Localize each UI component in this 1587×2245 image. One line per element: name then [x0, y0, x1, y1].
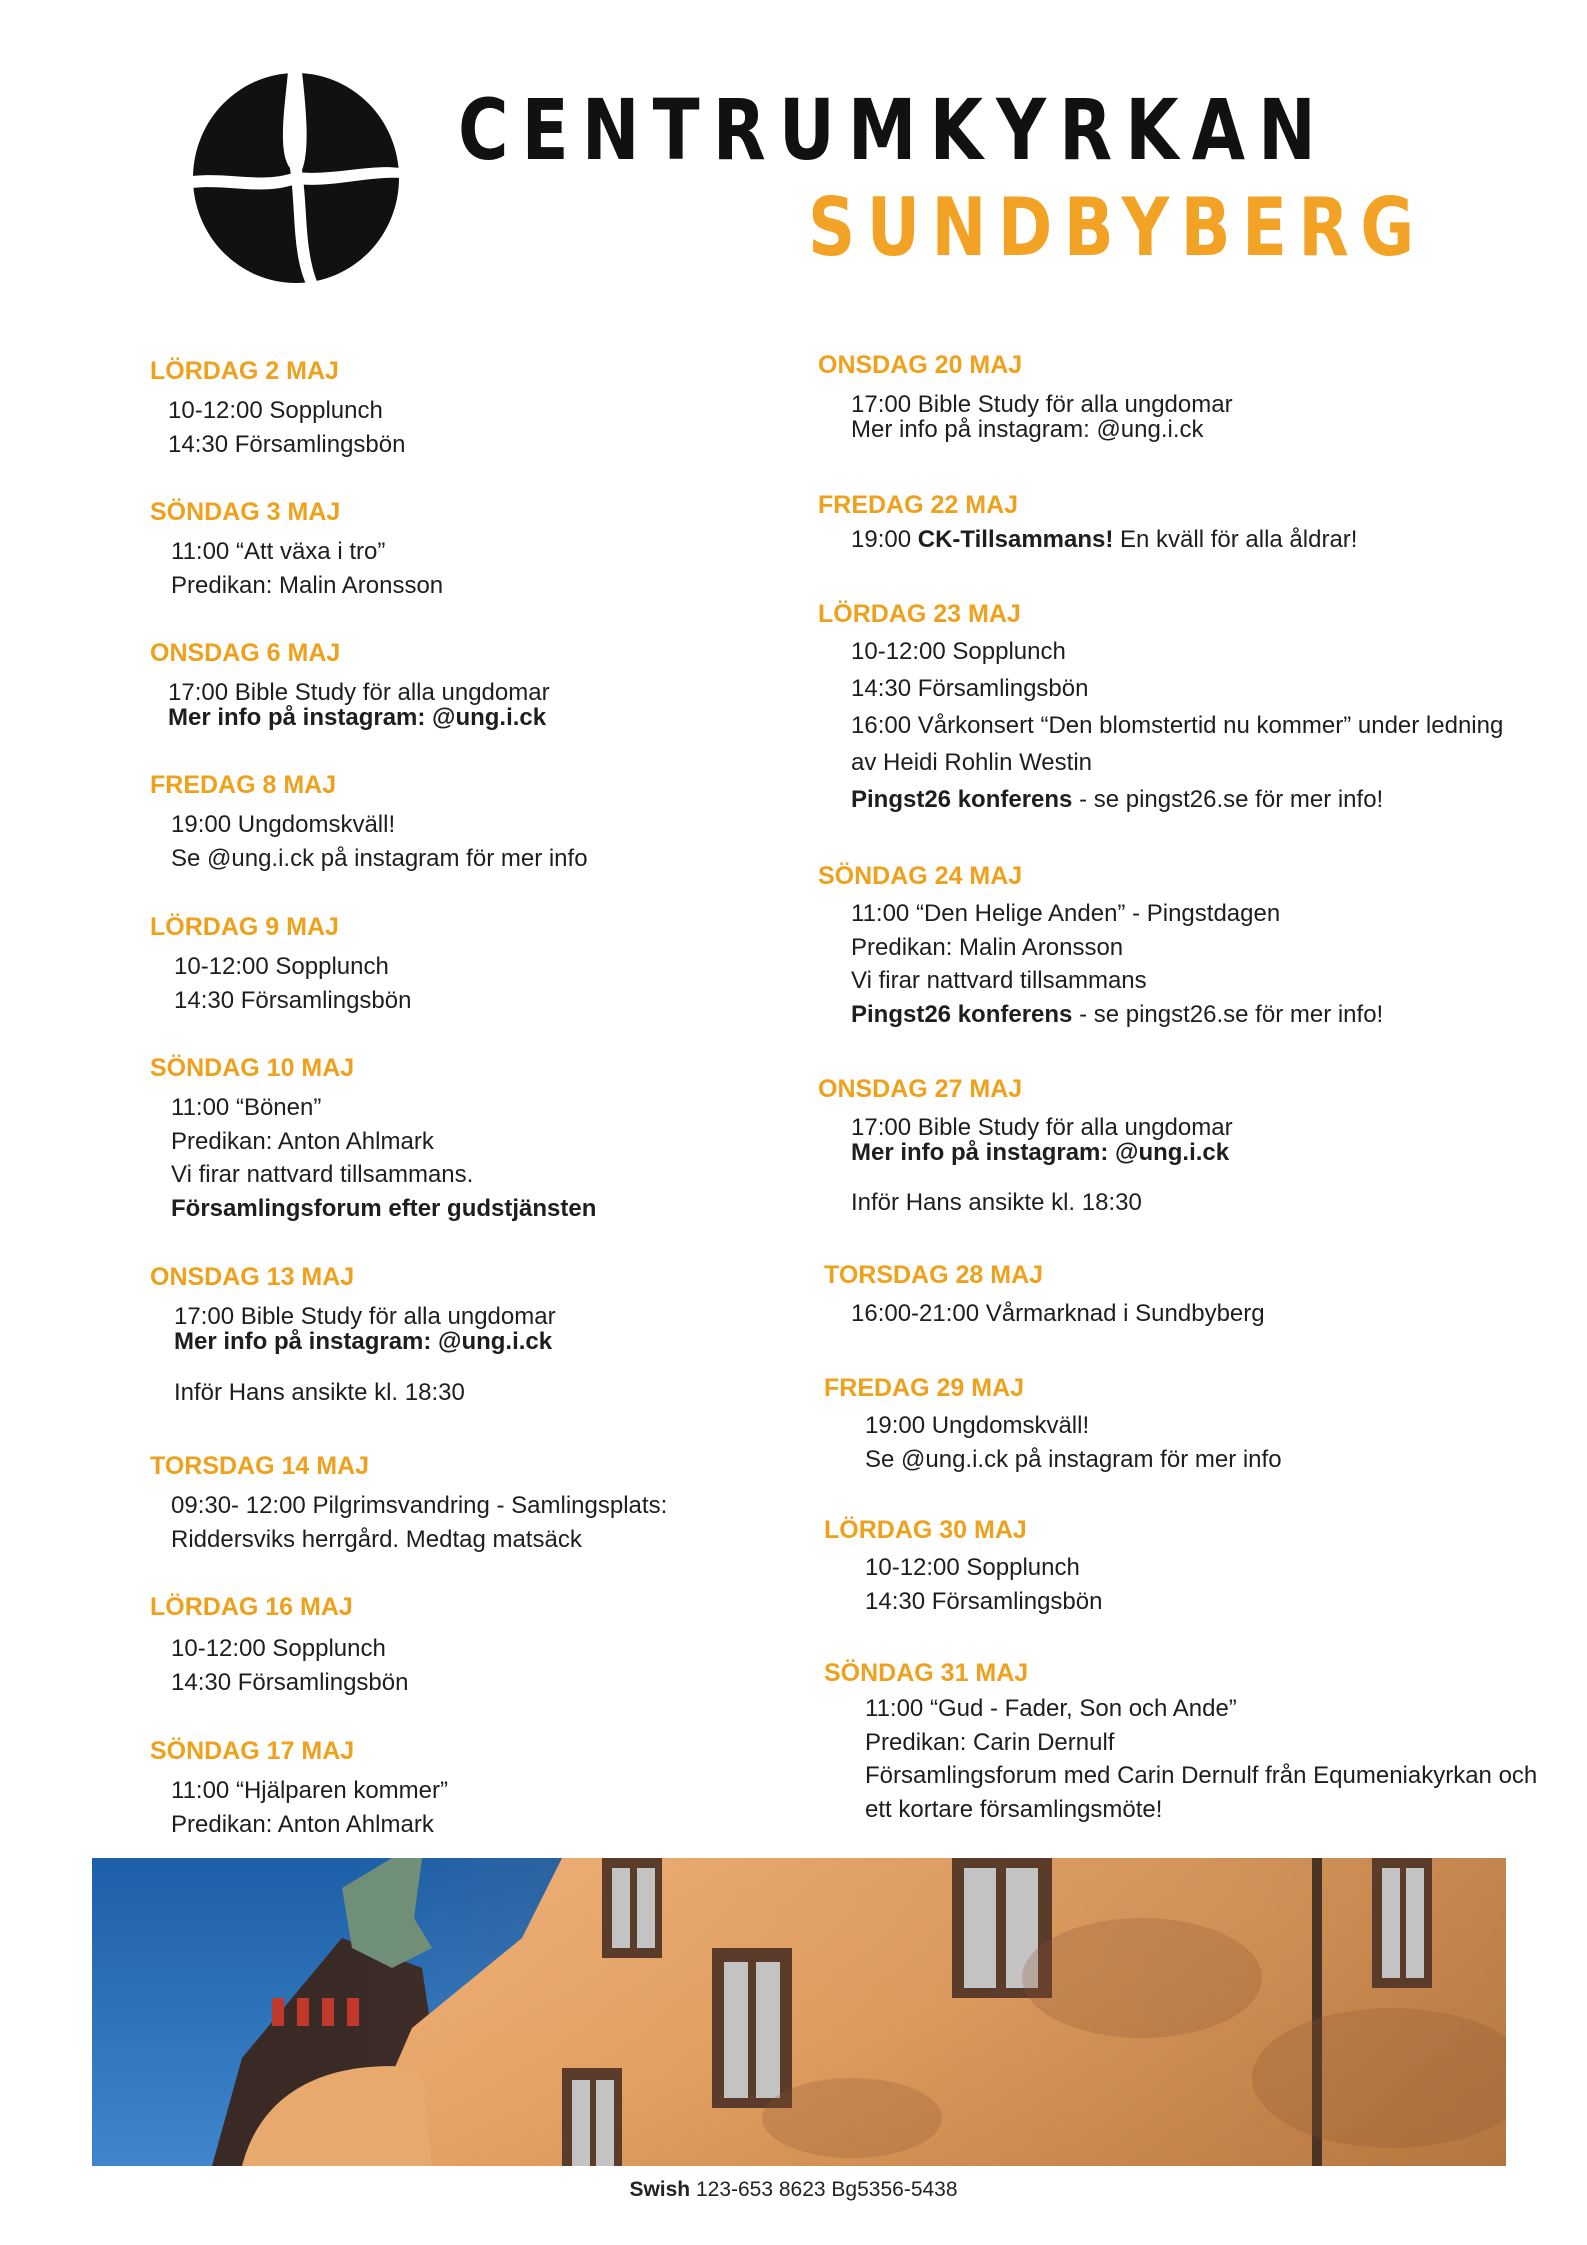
brand-subtitle: SUNDBYBERG [808, 181, 1426, 274]
event-line: Inför Hans ansikte kl. 18:30 [851, 1189, 1142, 1216]
event-line: Riddersviks herrgård. Medtag matsäck [171, 1526, 582, 1553]
day-heading: LÖRDAG 9 MAJ [150, 913, 339, 941]
day-heading: SÖNDAG 24 MAJ [818, 862, 1023, 890]
event-line: 10-12:00 Sopplunch [851, 638, 1066, 665]
event-line: 11:00 “Den Helige Anden” - Pingstdagen [851, 900, 1281, 927]
church-building-photo [92, 1858, 1506, 2166]
event-line: 16:00-21:00 Vårmarknad i Sundbyberg [851, 1300, 1265, 1327]
event-line: 10-12:00 Sopplunch [171, 1635, 386, 1662]
day-heading: ONSDAG 20 MAJ [818, 351, 1023, 379]
event-line: 11:00 “Gud - Fader, Son och Ande” [865, 1695, 1237, 1722]
footer-text: 123-653 8623 Bg5356-5438 [690, 2178, 958, 2201]
event-line: 14:30 Församlingsbön [168, 431, 406, 458]
event-line: Predikan: Anton Ahlmark [171, 1811, 434, 1838]
footer-payment-info [0, 2176, 1587, 2204]
day-heading: LÖRDAG 30 MAJ [824, 1516, 1027, 1544]
event-line: 10-12:00 Sopplunch [168, 397, 383, 424]
footer-label: Swish [629, 2178, 691, 2201]
day-heading: ONSDAG 27 MAJ [818, 1075, 1023, 1103]
event-line: Pingst26 konferens - se pingst26.se för mer info! [851, 786, 1384, 813]
brand-title: CENTRUMKYRKAN [458, 81, 1329, 179]
event-line: 17:00 Bible Study för alla ungdomar [851, 391, 1233, 418]
day-heading: SÖNDAG 17 MAJ [150, 1737, 355, 1765]
day-heading: SÖNDAG 31 MAJ [824, 1659, 1029, 1687]
event-line: 14:30 Församlingsbön [865, 1588, 1103, 1615]
event-line: 14:30 Församlingsbön [851, 675, 1089, 702]
event-line: Se @ung.i.ck på instagram för mer info [171, 845, 588, 872]
event-line: Predikan: Anton Ahlmark [171, 1128, 434, 1155]
event-line: Predikan: Carin Dernulf [865, 1729, 1115, 1756]
event-line: 09:30- 12:00 Pilgrimsvandring - Samlingsplats: [171, 1492, 668, 1519]
day-heading: LÖRDAG 23 MAJ [818, 600, 1021, 628]
event-line: Predikan: Malin Aronsson [171, 572, 444, 599]
day-heading: SÖNDAG 3 MAJ [150, 498, 341, 526]
event-line: Pingst26 konferens - se pingst26.se för mer info! [851, 1001, 1384, 1028]
event-line: Församlingsforum efter gudstjänsten [171, 1195, 597, 1222]
day-heading: TORSDAG 28 MAJ [824, 1261, 1044, 1289]
event-line: 17:00 Bible Study för alla ungdomar [168, 679, 550, 706]
event-line: 19:00 CK-Tillsammans! En kväll för alla åldrar! [851, 526, 1358, 553]
event-line: 10-12:00 Sopplunch [174, 953, 389, 980]
event-line: 16:00 Vårkonsert “Den blomstertid nu kommer” under ledning [851, 712, 1504, 739]
event-line: av Heidi Rohlin Westin [851, 749, 1092, 776]
event-line: Församlingsforum med Carin Dernulf från Equmeniakyrkan och [865, 1762, 1538, 1789]
event-line: Mer info på instagram: @ung.i.ck [851, 1139, 1230, 1166]
event-line: Predikan: Malin Aronsson [851, 934, 1124, 961]
event-line: 14:30 Församlingsbön [174, 987, 412, 1014]
event-line: 11:00 “Bönen” [171, 1094, 322, 1121]
day-heading: ONSDAG 13 MAJ [150, 1263, 355, 1291]
day-heading: LÖRDAG 16 MAJ [150, 1593, 353, 1621]
event-line: Mer info på instagram: @ung.i.ck [168, 704, 547, 731]
event-line: 19:00 Ungdomskväll! [171, 811, 396, 838]
event-line: Inför Hans ansikte kl. 18:30 [174, 1379, 465, 1406]
event-line: Vi firar nattvard tillsammans [851, 967, 1147, 994]
day-heading: LÖRDAG 2 MAJ [150, 357, 339, 385]
event-line: 14:30 Församlingsbön [171, 1669, 409, 1696]
day-heading: SÖNDAG 10 MAJ [150, 1054, 355, 1082]
day-heading: TORSDAG 14 MAJ [150, 1452, 370, 1480]
event-line: 11:00 “Att växa i tro” [171, 538, 386, 565]
event-line: 11:00 “Hjälparen kommer” [171, 1777, 448, 1804]
event-line: 19:00 Ungdomskväll! [865, 1412, 1090, 1439]
event-line: Mer info på instagram: @ung.i.ck [851, 416, 1204, 443]
event-line: 10-12:00 Sopplunch [865, 1554, 1080, 1581]
event-line: 17:00 Bible Study för alla ungdomar [851, 1114, 1233, 1141]
event-line: Se @ung.i.ck på instagram för mer info [865, 1446, 1282, 1473]
day-heading: FREDAG 8 MAJ [150, 771, 337, 799]
day-heading: FREDAG 29 MAJ [824, 1374, 1025, 1402]
event-line: ett kortare församlingsmöte! [865, 1796, 1163, 1823]
day-heading: ONSDAG 6 MAJ [150, 639, 341, 667]
cross-circle-icon [192, 72, 400, 284]
event-line: Mer info på instagram: @ung.i.ck [174, 1328, 553, 1355]
day-heading: FREDAG 22 MAJ [818, 491, 1019, 519]
event-line: 17:00 Bible Study för alla ungdomar [174, 1303, 556, 1330]
event-line: Vi firar nattvard tillsammans. [171, 1161, 474, 1188]
